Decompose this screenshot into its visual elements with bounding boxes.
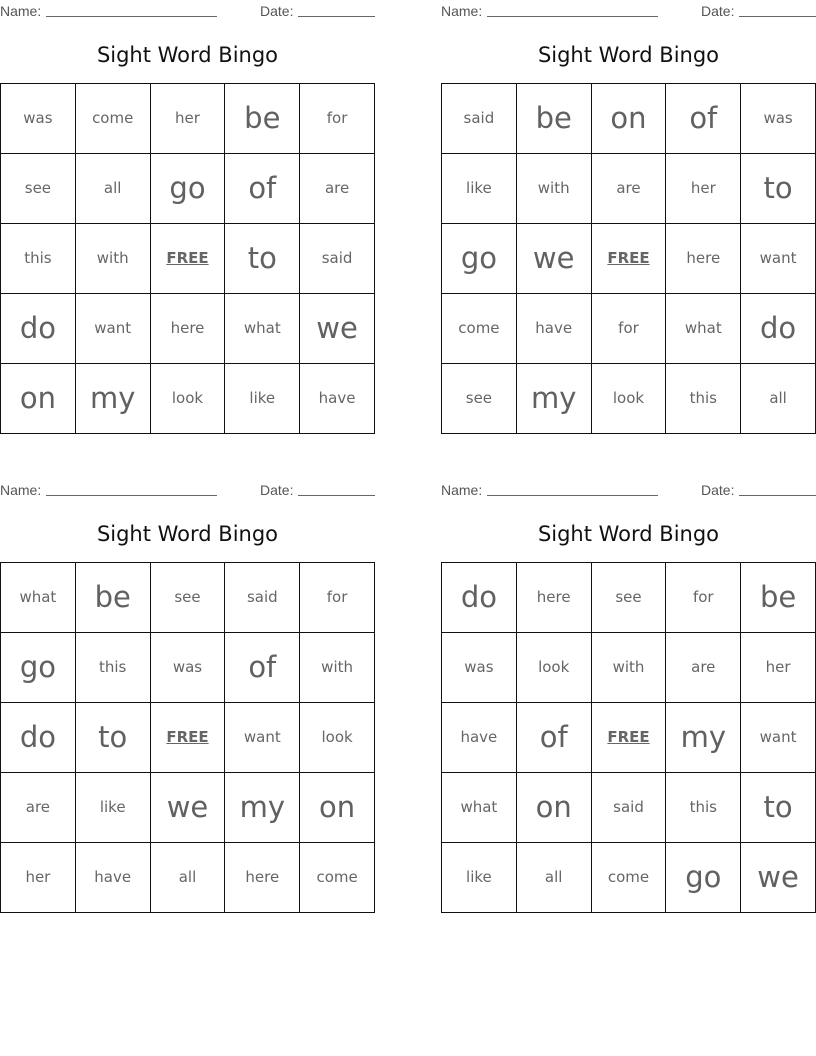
word-cell: what [1,563,76,633]
word-cell: see [592,563,667,633]
word-cell: was [1,84,76,154]
bingo-row [1,84,375,154]
bingo-row [1,843,375,913]
word-cell: this [666,364,741,434]
word-cell: my [666,703,741,773]
word-cell: to [225,224,300,294]
word-cell: for [300,563,375,633]
card-title: Sight Word Bingo [96,43,279,67]
word-cell: this [1,224,76,294]
bingo-row [442,294,816,364]
word-cell: we [741,843,816,913]
name-field-line [487,495,658,496]
word-cell: look [517,633,592,703]
word-cell: with [592,633,667,703]
bingo-row [442,773,816,843]
word-cell: my [76,364,151,434]
word-cell: all [741,364,816,434]
bingo-row [442,703,816,773]
word-cell: want [741,703,816,773]
word-cell: said [442,84,517,154]
date-label: Date: [260,3,294,19]
bingo-row [1,633,375,703]
word-cell: do [741,294,816,364]
card-title: Sight Word Bingo [96,522,279,546]
word-cell: on [1,364,76,434]
word-cell: of [666,84,741,154]
bingo-row [442,364,816,434]
card-title: Sight Word Bingo [537,522,720,546]
name-date-bar [441,0,816,20]
name-label: Name: [0,482,42,498]
bingo-grid [0,83,375,434]
word-cell: are [300,154,375,224]
word-cell: do [442,563,517,633]
date-field-line [739,495,816,496]
word-cell: see [151,563,226,633]
word-cell: come [300,843,375,913]
bingo-row [1,563,375,633]
bingo-row [442,563,816,633]
word-cell: was [151,633,226,703]
bingo-grid [441,83,816,434]
word-cell: have [442,703,517,773]
word-cell: here [517,563,592,633]
word-cell: like [442,154,517,224]
word-cell: all [517,843,592,913]
word-cell: to [76,703,151,773]
word-cell: be [76,563,151,633]
word-cell: what [666,294,741,364]
date-field-line [298,16,375,17]
date-label: Date: [260,482,294,498]
word-cell: on [517,773,592,843]
word-cell: to [741,154,816,224]
word-cell: are [592,154,667,224]
word-cell: look [592,364,667,434]
word-cell: my [225,773,300,843]
date-label: Date: [701,3,735,19]
date-label: Date: [701,482,735,498]
free-space-cell: FREE [151,224,226,294]
word-cell: come [76,84,151,154]
word-cell: what [225,294,300,364]
word-cell: have [76,843,151,913]
word-cell: are [1,773,76,843]
word-cell: for [300,84,375,154]
word-cell: do [1,703,76,773]
word-cell: here [225,843,300,913]
bingo-row [1,773,375,843]
name-label: Name: [441,3,483,19]
name-label: Name: [441,482,483,498]
word-cell: what [442,773,517,843]
bingo-row [442,224,816,294]
word-cell: see [442,364,517,434]
word-cell: we [151,773,226,843]
word-cell: with [517,154,592,224]
word-cell: go [442,224,517,294]
word-cell: want [741,224,816,294]
bingo-row [1,364,375,434]
word-cell: for [592,294,667,364]
word-cell: her [741,633,816,703]
bingo-row [1,703,375,773]
word-cell: we [300,294,375,364]
word-cell: all [151,843,226,913]
word-cell: have [300,364,375,434]
word-cell: go [151,154,226,224]
word-cell: said [592,773,667,843]
word-cell: look [300,703,375,773]
word-cell: was [442,633,517,703]
date-field-line [739,16,816,17]
free-space-cell: FREE [592,224,667,294]
word-cell: be [517,84,592,154]
word-cell: to [741,773,816,843]
word-cell: want [76,294,151,364]
bingo-row [442,84,816,154]
word-cell: of [225,633,300,703]
word-cell: of [517,703,592,773]
word-cell: see [1,154,76,224]
word-cell: was [741,84,816,154]
name-field-line [46,16,217,17]
word-cell: have [517,294,592,364]
name-date-bar [441,479,816,499]
word-cell: her [1,843,76,913]
word-cell: my [517,364,592,434]
bingo-row [1,294,375,364]
word-cell: her [151,84,226,154]
word-cell: like [225,364,300,434]
word-cell: this [76,633,151,703]
word-cell: do [1,294,76,364]
free-space-cell: FREE [592,703,667,773]
word-cell: are [666,633,741,703]
word-cell: with [300,633,375,703]
word-cell: look [151,364,226,434]
bingo-row [1,224,375,294]
word-cell: here [151,294,226,364]
word-cell: on [300,773,375,843]
word-cell: on [592,84,667,154]
name-label: Name: [0,3,42,19]
word-cell: her [666,154,741,224]
name-date-bar [0,479,375,499]
word-cell: like [76,773,151,843]
bingo-row [1,154,375,224]
word-cell: for [666,563,741,633]
card-title: Sight Word Bingo [537,43,720,67]
word-cell: be [741,563,816,633]
word-cell: go [666,843,741,913]
name-date-bar [0,0,375,20]
word-cell: we [517,224,592,294]
word-cell: be [225,84,300,154]
date-field-line [298,495,375,496]
bingo-row [442,633,816,703]
bingo-row [442,154,816,224]
bingo-grid [0,562,375,913]
word-cell: said [225,563,300,633]
bingo-row [442,843,816,913]
word-cell: all [76,154,151,224]
name-field-line [487,16,658,17]
name-field-line [46,495,217,496]
word-cell: like [442,843,517,913]
word-cell: with [76,224,151,294]
word-cell: of [225,154,300,224]
word-cell: here [666,224,741,294]
word-cell: come [442,294,517,364]
word-cell: this [666,773,741,843]
word-cell: come [592,843,667,913]
word-cell: said [300,224,375,294]
word-cell: go [1,633,76,703]
free-space-cell: FREE [151,703,226,773]
word-cell: want [225,703,300,773]
bingo-grid [441,562,816,913]
